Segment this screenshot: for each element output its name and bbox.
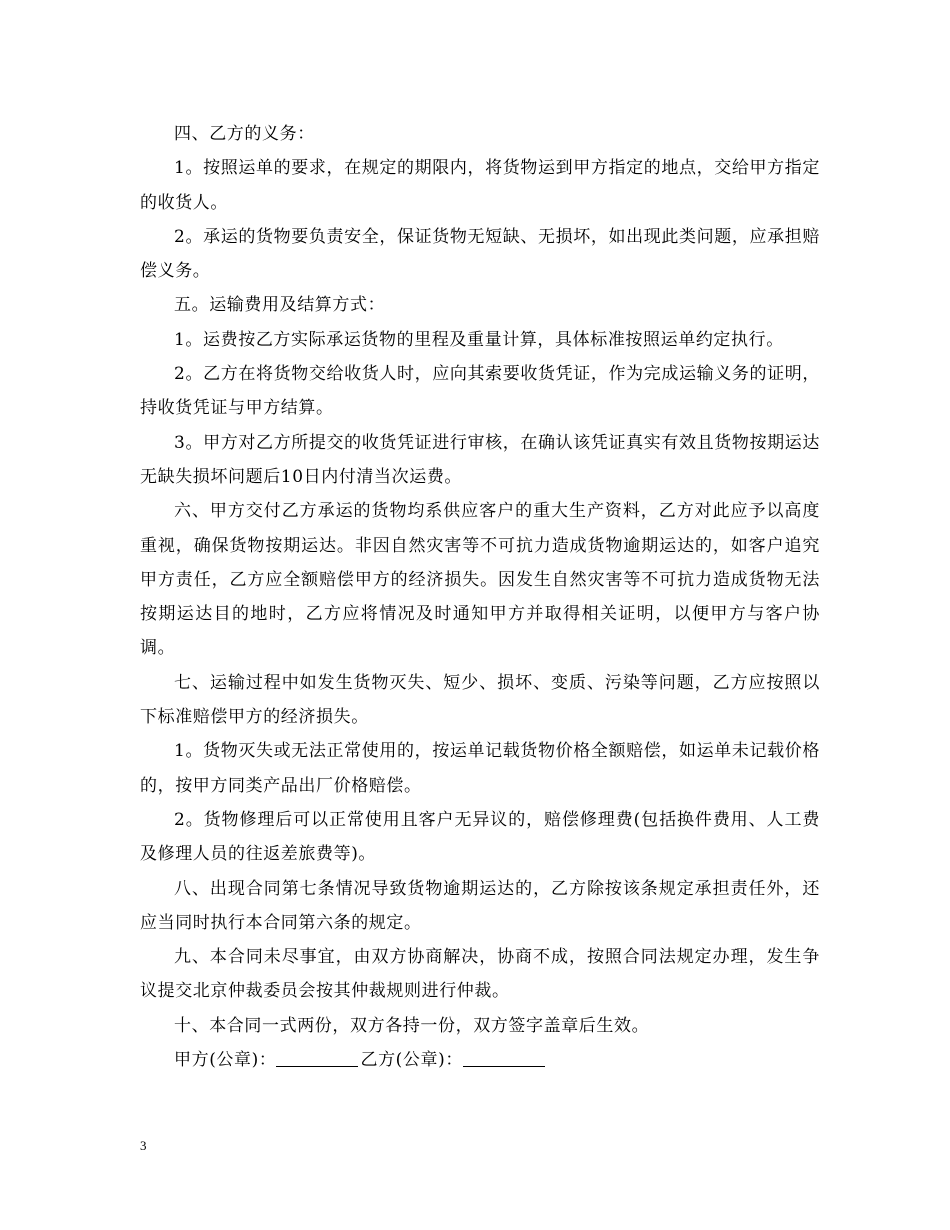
paragraph: 2。乙方在将货物交给收货人时，应向其索要收货凭证，作为完成运输义务的证明，持收货凭证与甲方结算。 <box>140 364 820 419</box>
paragraph: 八、出现合同第七条情况导致货物逾期运达的，乙方除按该条规定承担责任外，还应当同时执行本合同第六条的规定。 <box>140 878 820 933</box>
paragraph: 1。运费按乙方实际承运货物的里程及重量计算，具体标准按照运单约定执行。 <box>174 329 784 350</box>
party-a-label: 甲方(公章)： <box>174 1050 277 1071</box>
paragraph: 六、甲方交付乙方承运的货物均系供应客户的重大生产资料，乙方对此应予以高度重视，确保货物按期运达。非因自然灾害等不可抗力造成货物逾期运达的，如客户追究甲方责任，乙方应全额赔偿甲方的经济损失。因发生自然灾害等不可抗力造成货物无法按期运达目的地时，乙方应将情况及时通知甲方并取得相关证明，以便甲方与客户协调。 <box>140 501 820 659</box>
paragraph: 九、本合同未尽事宜，由双方协商解决，协商不成，按照合同法规定办理，发生争议提交北京仲裁委员会按其仲裁规则进行仲裁。 <box>140 947 820 1002</box>
paragraph: 十、本合同一式两份，双方各持一份，双方签字盖章后生效。 <box>174 1015 650 1036</box>
signature-line <box>140 1043 820 1077</box>
party-b-signature-blank <box>463 1048 545 1067</box>
party-b-label: 乙方(公章)： <box>360 1050 463 1071</box>
paragraph: 五。运输费用及结算方式： <box>174 295 386 316</box>
paragraph: 2。承运的货物要负责安全，保证货物无短缺、无损坏，如出现此类问题，应承担赔偿义务。 <box>140 226 820 282</box>
paragraph: 1。货物灭失或无法正常使用的，按运单记载货物价格全额赔偿，如运单未记载价格的，按甲方同类产品出厂价格赔偿。 <box>140 741 820 796</box>
paragraph: 四、乙方的义务： <box>174 124 315 144</box>
party-a-signature-blank <box>276 1048 358 1067</box>
paragraph: 3。甲方对乙方所提交的收货凭证进行审核，在确认该凭证真实有效且货物按期运达无缺失损坏问题后10日内付清当次运费。 <box>140 432 820 487</box>
contract-body <box>140 117 820 1077</box>
paragraph: 七、运输过程中如发生货物灭失、短少、损坏、变质、污染等问题，乙方应按照以下标准赔偿甲方的经济损失。 <box>140 672 820 728</box>
paragraph: 1。按照运单的要求，在规定的期限内，将货物运到甲方指定的地点，交给甲方指定的收货人。 <box>140 158 820 213</box>
page-number: 3 <box>140 1138 147 1153</box>
paragraph: 2。货物修理后可以正常使用且客户无异议的，赔偿修理费(包括换件费用、人工费及修理人员的往返差旅费等)。 <box>140 809 820 865</box>
